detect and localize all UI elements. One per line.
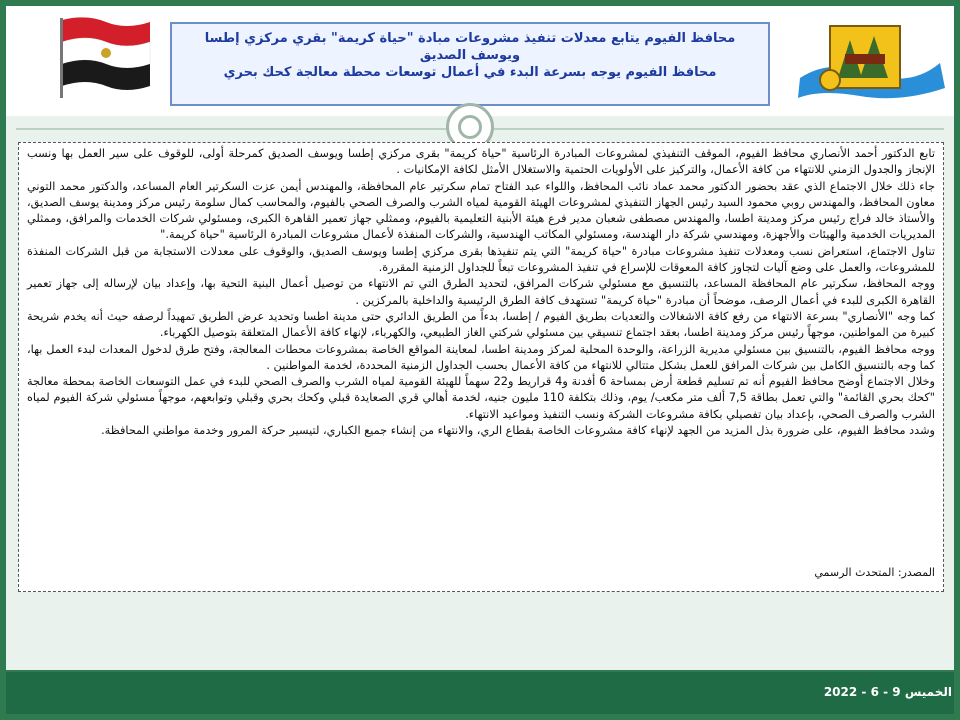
headline-main: محافظ الفيوم يتابع معدلات تنفيذ مشروعات مبادة "حياة كريمة" بقري مركزي إطسا ويوسف الصديق bbox=[204, 31, 736, 63]
article-paragraph: ووجه محافظ الفيوم، بالتنسيق بين مسئولي مديرية الزراعة، والوحدة المحلية لمركز ومدينة اطسا، لمعاينة المواقع الخاصة بمشروعات محطات المعالجة، وفتح طرق لدخول المعدات لبدء العمل بها، كما وجه بالتنسيق الكامل بين شركات المرافق للعمل بشكل متتالي للانتهاء من كافة الأعمال بحسب الجداول الزمنية المحددة، لخدمة المواطنين . bbox=[27, 342, 935, 372]
article-paragraph: جاء ذلك خلال الاجتماع الذي عقد بحضور الدكتور محمد عماد نائب المحافظ، واللواء عبد الفتاح تمام سكرتير عام المحافظة، والمهندس أيمن عزت السكرتير العام المساعد، والدكتور محمد التوني معاون المحافظ، والمهندس روبي محمود السيد رئيس الجهاز التنفيذي لمشروعات الهيئة القومية لمياه الشرب والصرف الصحي بالفيوم، والمحاسب كمال سلومة رئيس مركز ومدينة يوسف الصديق، والأستاذ خالد فراج رئيس مركز ومدينة اطسا، والمهندس مصطفى شعبان مدير فرع هيئة الأبنية التعليمية بالفيوم، وممثلي جهاز تعمير القاهرة الكبرى، ومسئولي شركات الخدمات والمرافق، وممثلي المديريات الخدمية والهيئات والأجهزة، ومهندسي شركة دار الهندسة، ومسئولي المكاتب الهندسية، والشركات المنفذة لأعمال مشروعات المبادرة الرئاسية "حياة كريمة." bbox=[27, 179, 935, 242]
egypt-flag-icon bbox=[56, 14, 154, 100]
footer-date: الخميس 9 - 6 - 2022 bbox=[823, 685, 952, 699]
article-paragraph: تابع الدكتور أحمد الأنصاري محافظ الفيوم، الموقف التنفيذي لمشروعات المبادرة الرئاسية "حياة كريمة" بقرى مركزي إطسا ويوسف الصديق كمرحلة أولى، للوقوف على سير العمل بها ونسب الإنجاز والجدول الزمني للانتهاء من كافة الأعمال، والتركيز على الأولويات الحتمية والاستغلال الأمثل لكافة الإمكانيات . bbox=[27, 147, 935, 177]
article-paragraph: تناول الاجتماع، استعراض نسب ومعدلات تنفيذ مشروعات مبادرة "حياة كريمة" التي يتم تنفيذها بقرى مركزي إطسا ويوسف الصديق، والوقوف على معدلات الاستجابة من قبل الشركات المنفذة للمشروعات، والعمل على وضع آليات لتجاوز كافة المعوقات للإسراع في تنفيذ المشروعات تبعاً للجداول الزمنية المقررة. bbox=[27, 244, 935, 275]
ring-inner-ornament bbox=[458, 115, 482, 139]
headline-sub: محافظ الفيوم يوجه بسرعة البدء في أعمال توسعات محطة معالجة كحك بحري bbox=[223, 65, 717, 80]
article-paragraph: ووجه المحافظ، سكرتير عام المحافظة المساعد، بالتنسيق مع مسئولي شركات المرافق، لتحديد الطرق التي تم الانتهاء من توصيل أعمال البنية التحية بها، وإعداد بيان لإرساله إلى جهاز تعمير القاهرة الكبرى للبدء في أعمال الرصف، موضحاً أن مبادرة "حياة كريمة" تستهدف كافة الطرق الرئيسية والداخلية بالمركزين . bbox=[27, 277, 935, 307]
article-source: المصدر: المتحدث الرسمي bbox=[814, 565, 935, 579]
article-body bbox=[18, 142, 944, 592]
article-paragraph: وشدد محافظ الفيوم، على ضرورة بذل المزيد من الجهد لإنهاء كافة مشروعات الخاصة بقطاع الري، والانتهاء من إنشاء جميع الكباري، لتيسير حركة المرور وخدمة مواطني المحافظة. bbox=[101, 424, 935, 438]
fayoum-governorate-logo-icon bbox=[790, 18, 950, 108]
article-paragraph: وخلال الاجتماع أوضح محافظ الفيوم أنه تم تسليم قطعة أرض بمساحة 6 أفدنة و4 قراريط و22 سهماً للهيئة القومية لمياه الشرب والصرف الصحي للبدء في عمل التوسعات الخاصة بمحطة معالجة "كحك بحري القائمة" والتي تعمل بطاقة 7,5 ألف متر مكعب/ يوم، وذلك بتكلفة 110 مليون جنيه، لخدمة أهالي قري الصعايدة قبلي وكحك بحري وقبلي وتوابعهم، موجهاً مسئولي شركة الفيوم لمياه الشرب والصرف الصحي، بإعداد بيان تفصيلي بكافة مشروعات الشركة ونسب التنفيذ ومواعيد الانتهاء. bbox=[27, 375, 936, 421]
article-paragraph: كما وجه "الأنصاري" بسرعة الانتهاء من رفع كافة الاشغالات والتعديات بطريق الفيوم / إطسا، بدءاً من الطريق الدائري حتى مدينة اطسا وتحديد عرض الطريق تمهيداً لرصفه حيث أنه يخدم شريحة كبيرة من المواطنين، موجهاً رئيس مركز ومدينة اطسا، بعقد اجتماع تنسيقي بين مسئولي شركتي الغاز الطبيعي، والكهرباء، لإنهاء كافة الأعمال المتعلقة بتوصيل الكهرباء. bbox=[27, 309, 935, 340]
headline-box bbox=[170, 22, 770, 106]
